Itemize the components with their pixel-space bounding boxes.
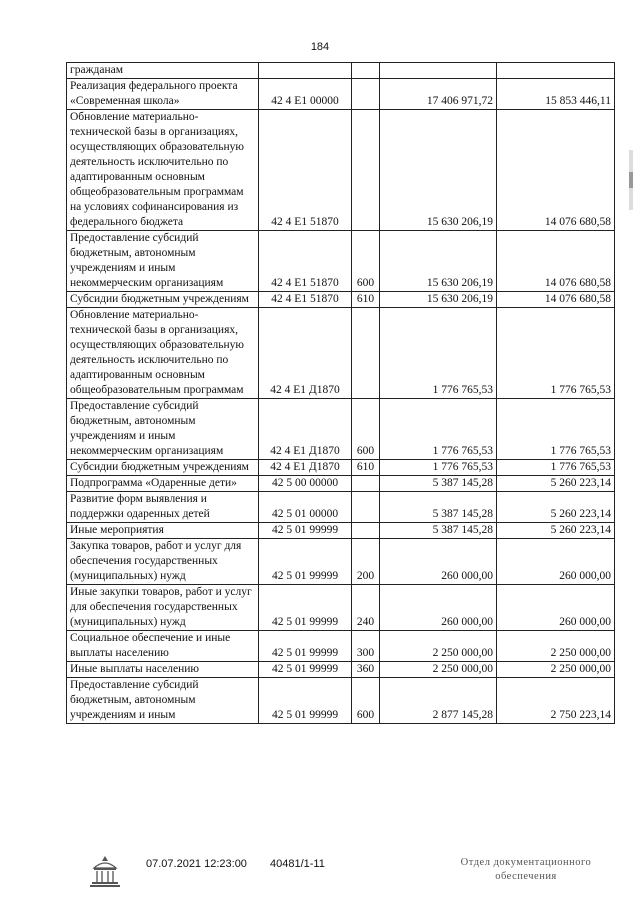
row-amount-1: 1 776 765,53 — [380, 399, 497, 460]
row-amount-2: 5 260 223,14 — [497, 523, 615, 539]
table-row — [67, 231, 615, 292]
row-name: Социальное обеспечение и иные выплаты населению — [67, 631, 259, 662]
row-amount-2: 2 250 000,00 — [497, 662, 615, 678]
row-amount-1: 2 877 145,28 — [380, 678, 497, 724]
row-name: гражданам — [67, 63, 259, 79]
table-row — [67, 539, 615, 585]
row-name: Субсидии бюджетным учреждениям — [67, 292, 259, 308]
row-amount-1: 15 630 206,19 — [380, 110, 497, 231]
row-amount-2: 260 000,00 — [497, 539, 615, 585]
row-code: 42 4 E1 51870 — [259, 110, 352, 231]
row-expense-type — [352, 110, 380, 231]
row-name: Иные мероприятия — [67, 523, 259, 539]
row-expense-type — [352, 79, 380, 110]
budget-table — [66, 62, 615, 724]
row-code: 42 5 01 99999 — [259, 523, 352, 539]
row-expense-type: 300 — [352, 631, 380, 662]
row-code: 42 4 E1 00000 — [259, 79, 352, 110]
page-number: 184 — [310, 41, 330, 53]
table-row — [67, 678, 615, 724]
row-code: 42 5 01 00000 — [259, 492, 352, 523]
row-expense-type: 600 — [352, 678, 380, 724]
row-expense-type — [352, 308, 380, 399]
row-code: 42 5 01 99999 — [259, 631, 352, 662]
row-expense-type — [352, 476, 380, 492]
row-name: Предоставление субсидий бюджетным, автономным учреждениям и иным — [67, 678, 259, 724]
row-amount-1: 15 630 206,19 — [380, 231, 497, 292]
row-amount-2: 2 250 000,00 — [497, 631, 615, 662]
scan-edge-mark — [628, 150, 634, 210]
footer-datetime: 07.07.2021 12:23:00 — [146, 858, 247, 870]
row-name: Реализация федерального проекта «Современная школа» — [67, 79, 259, 110]
row-amount-1: 1 776 765,53 — [380, 460, 497, 476]
row-name: Обновление материально-технической базы в организациях, осуществляющих образовательную деятельность исключительно по адаптированным основным общеобразовательным программам — [67, 308, 259, 399]
row-amount-2: 1 776 765,53 — [497, 399, 615, 460]
row-expense-type: 600 — [352, 399, 380, 460]
row-amount-2: 5 260 223,14 — [497, 492, 615, 523]
table-row — [67, 476, 615, 492]
table-row — [67, 399, 615, 460]
row-code: 42 4 E1 51870 — [259, 231, 352, 292]
row-amount-1: 15 630 206,19 — [380, 292, 497, 308]
row-code: 42 4 E1 Д1870 — [259, 308, 352, 399]
row-name: Предоставление субсидий бюджетным, автономным учреждениям и иным некоммерческим организациям — [67, 231, 259, 292]
row-code: 42 5 01 99999 — [259, 585, 352, 631]
table-row — [67, 662, 615, 678]
row-amount-1: 2 250 000,00 — [380, 631, 497, 662]
row-name: Иные закупки товаров, работ и услуг для обеспечения государственных (муниципальных) нужд — [67, 585, 259, 631]
row-amount-2: 260 000,00 — [497, 585, 615, 631]
row-amount-1: 5 387 145,28 — [380, 492, 497, 523]
row-expense-type: 200 — [352, 539, 380, 585]
table-row — [67, 292, 615, 308]
row-code — [259, 63, 352, 79]
row-code: 42 5 01 99999 — [259, 678, 352, 724]
department-stamp — [446, 856, 606, 884]
budget-table-body — [67, 63, 615, 724]
row-name: Предоставление субсидий бюджетным, автономным учреждениям и иным некоммерческим организациям — [67, 399, 259, 460]
row-amount-2 — [497, 63, 615, 79]
row-expense-type — [352, 492, 380, 523]
row-name: Обновление материально-технической базы в организациях, осуществляющих образовательную деятельность исключительно по адаптированным основным общеобразовательным программам на условиях софинансирования из федерального бюджета — [67, 110, 259, 231]
stamp-line-2: обеспечения — [495, 871, 557, 882]
row-expense-type — [352, 523, 380, 539]
row-amount-2: 14 076 680,58 — [497, 231, 615, 292]
row-expense-type: 610 — [352, 292, 380, 308]
stamp-line-1: Отдел документационного — [460, 857, 592, 868]
row-amount-1: 1 776 765,53 — [380, 308, 497, 399]
row-amount-2: 1 776 765,53 — [497, 308, 615, 399]
row-amount-1: 17 406 971,72 — [380, 79, 497, 110]
row-code: 42 4 E1 Д1870 — [259, 460, 352, 476]
row-name: Иные выплаты населению — [67, 662, 259, 678]
row-code: 42 5 00 00000 — [259, 476, 352, 492]
row-expense-type: 360 — [352, 662, 380, 678]
row-name: Подпрограмма «Одаренные дети» — [67, 476, 259, 492]
row-code: 42 5 01 99999 — [259, 539, 352, 585]
row-code: 42 4 E1 51870 — [259, 292, 352, 308]
table-row — [67, 110, 615, 231]
row-amount-2: 1 776 765,53 — [497, 460, 615, 476]
emblem-icon — [88, 854, 122, 890]
table-row — [67, 631, 615, 662]
table-row — [67, 492, 615, 523]
table-row — [67, 308, 615, 399]
row-name: Закупка товаров, работ и услуг для обеспечения государственных (муниципальных) нужд — [67, 539, 259, 585]
row-code: 42 5 01 99999 — [259, 662, 352, 678]
row-amount-2: 14 076 680,58 — [497, 110, 615, 231]
row-amount-1: 2 250 000,00 — [380, 662, 497, 678]
table-row — [67, 460, 615, 476]
row-amount-2: 2 750 223,14 — [497, 678, 615, 724]
footer-doc-number: 40481/1-11 — [270, 858, 325, 870]
row-amount-1: 260 000,00 — [380, 539, 497, 585]
row-code: 42 4 E1 Д1870 — [259, 399, 352, 460]
table-row — [67, 79, 615, 110]
document-footer — [0, 852, 640, 902]
row-name: Субсидии бюджетным учреждениям — [67, 460, 259, 476]
table-row — [67, 585, 615, 631]
row-amount-2: 14 076 680,58 — [497, 292, 615, 308]
row-amount-1: 5 387 145,28 — [380, 523, 497, 539]
row-amount-1: 260 000,00 — [380, 585, 497, 631]
row-expense-type: 240 — [352, 585, 380, 631]
row-amount-2: 5 260 223,14 — [497, 476, 615, 492]
row-expense-type: 610 — [352, 460, 380, 476]
table-row — [67, 523, 615, 539]
row-expense-type: 600 — [352, 231, 380, 292]
row-amount-1: 5 387 145,28 — [380, 476, 497, 492]
row-name: Развитие форм выявления и поддержки одаренных детей — [67, 492, 259, 523]
table-row — [67, 63, 615, 79]
row-amount-2: 15 853 446,11 — [497, 79, 615, 110]
row-expense-type — [352, 63, 380, 79]
row-amount-1 — [380, 63, 497, 79]
